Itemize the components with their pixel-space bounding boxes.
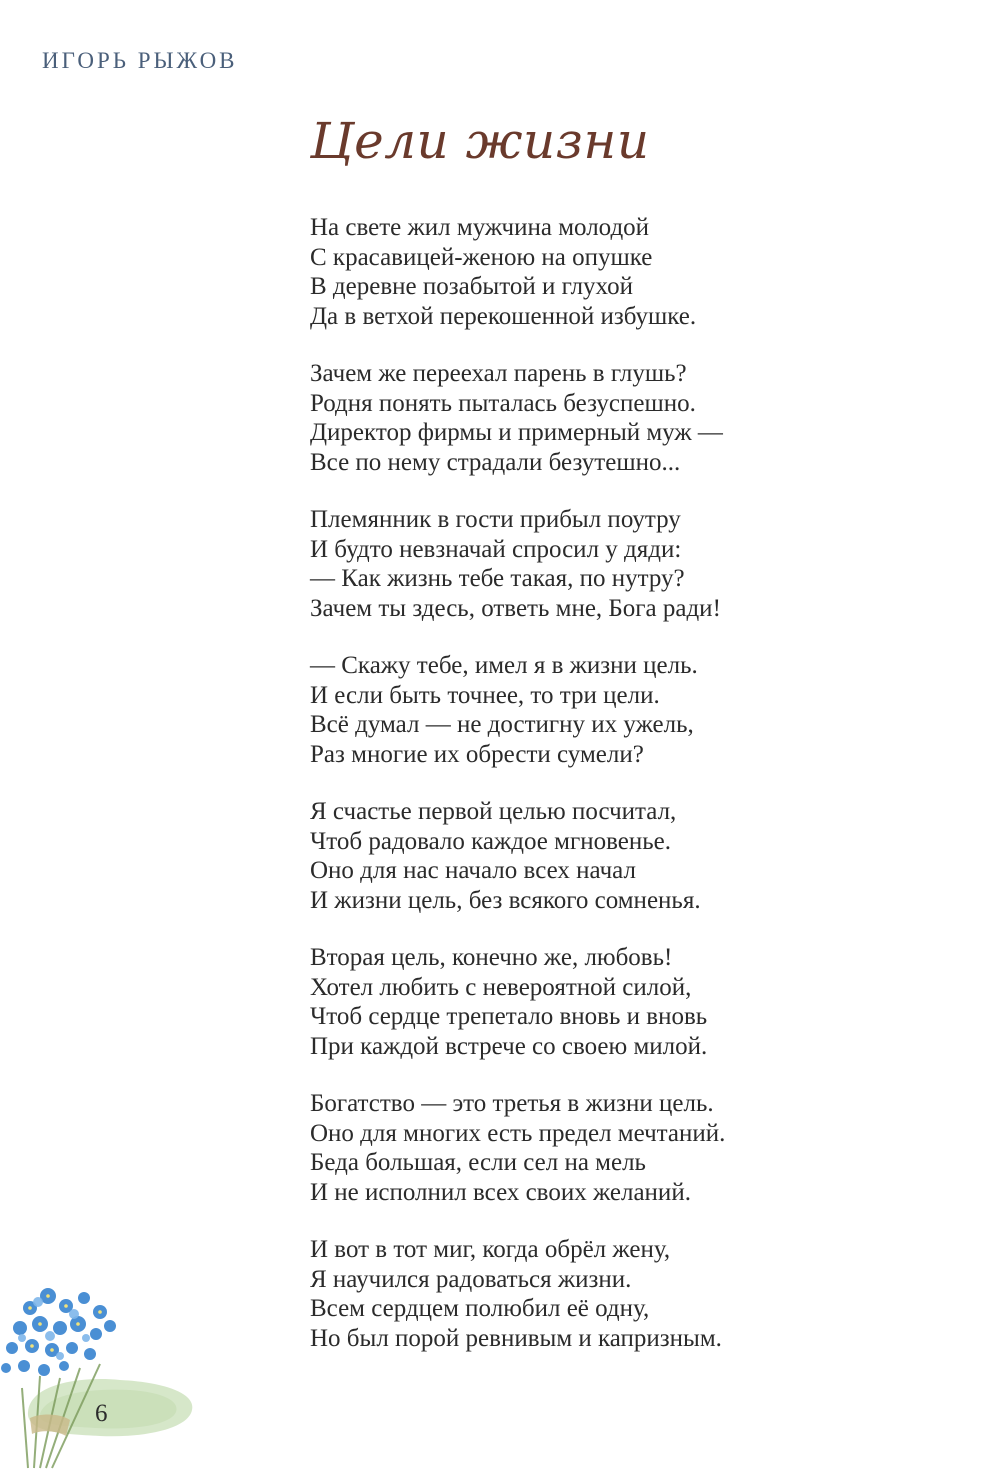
stanza: [310, 505, 910, 651]
poem-line: И вот в тот миг, когда обрёл жену,: [310, 1236, 671, 1263]
poem-line: Директор фирмы и примерный муж —: [310, 419, 723, 446]
poem-line: Беда большая, если сел на мель: [310, 1149, 646, 1176]
poem-line: И не исполнил всех своих желаний.: [310, 1178, 691, 1206]
poem-line: Племянник в гости прибыл поутру: [310, 506, 681, 533]
poem-line: Но был порой ревнивым и капризным.: [310, 1324, 722, 1352]
running-header-author: ИГОРЬ РЫЖОВ: [42, 48, 238, 73]
poem-line: Все по нему страдали безутешно...: [310, 448, 681, 476]
stanza: [310, 943, 910, 1089]
poem-line: Зачем же переехал парень в глушь?: [310, 360, 687, 387]
poem-line: При каждой встрече со своею милой.: [310, 1032, 708, 1060]
poem-line: Родня понять пыталась безуспешно.: [310, 389, 696, 417]
stanza: [310, 1089, 910, 1235]
poem-line: Вторая цель, конечно же, любовь!: [310, 944, 673, 971]
stanza: [310, 651, 910, 797]
poem-line: Я научился радоваться жизни.: [310, 1265, 632, 1293]
stanza: [310, 1235, 910, 1381]
poem-line: Всё думал — не достигну их ужель,: [310, 711, 694, 738]
poem-line: Хотел любить с невероятной силой,: [310, 973, 692, 1001]
poem-line: Чтоб сердце трепетало вновь и вновь: [310, 1003, 708, 1030]
poem-line: Оно для нас начало всех начал: [310, 857, 636, 884]
poem-line: Богатство — это третья в жизни цель.: [310, 1090, 714, 1117]
poem-body: [310, 213, 910, 1381]
stanza: [310, 213, 910, 359]
poem-line: Раз многие их обрести сумели?: [310, 740, 644, 768]
poem-line: Зачем ты здесь, ответь мне, Бога ради!: [310, 594, 721, 622]
stanza: [310, 797, 910, 943]
poem-line: Оно для многих есть предел мечтаний.: [310, 1119, 726, 1147]
poem-line: Я счастье первой целью посчитал,: [310, 798, 677, 825]
poem-line: И если быть точнее, то три цели.: [310, 681, 660, 709]
poem-line: Да в ветхой перекошенной избушке.: [310, 302, 697, 330]
stanza: [310, 359, 910, 505]
poem-line: Всем сердцем полюбил её одну,: [310, 1295, 650, 1322]
poem-line: — Скажу тебе, имел я в жизни цель.: [310, 652, 698, 679]
page-number: 6: [95, 1400, 108, 1427]
poem-line: С красавицей-женою на опушке: [310, 243, 653, 271]
poem-line: И жизни цель, без всякого сомненья.: [310, 886, 701, 914]
poem-line: Чтоб радовало каждое мгновенье.: [310, 827, 671, 855]
poem-title: Цели жизни: [310, 112, 650, 170]
poem-line: — Как жизнь тебе такая, по нутру?: [310, 565, 685, 592]
poem-line: На свете жил мужчина молодой: [310, 214, 650, 241]
forget-me-not-bouquet-icon: [0, 1268, 150, 1478]
poem-line: В деревне позабытой и глухой: [310, 273, 633, 300]
poem-line: И будто невзначай спросил у дяди:: [310, 535, 682, 563]
